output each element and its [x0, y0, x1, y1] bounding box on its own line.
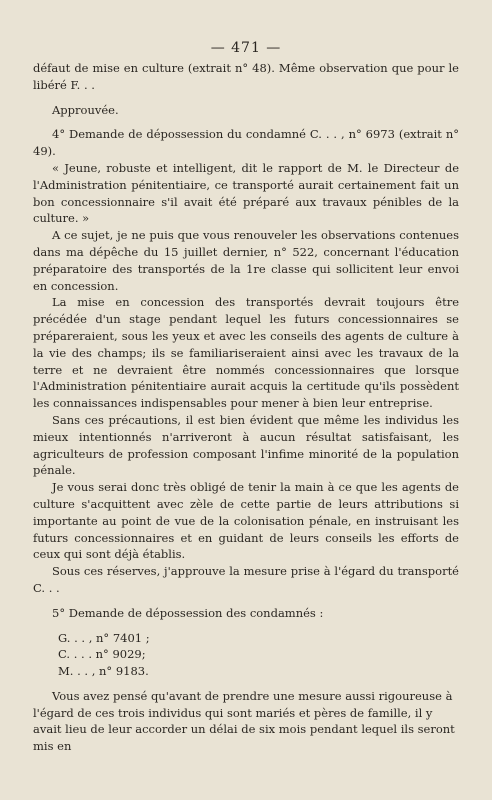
list-item: C. . . . n° 9029; [58, 647, 146, 662]
paragraph: Je vous serai donc très obligé de tenir la main à ce que les agents de culture s'acquittent avec zèle de cette partie de leurs attributions si importante au point de vue de la colonisation pénale, en instruisant les futurs concessionnaires et en guidant de leurs conseils les efforts de ceux qui sont déjà établis. [33, 480, 459, 562]
paragraph: défaut de mise en culture (extrait n° 48). Même observation que pour le libéré F. . . [33, 61, 459, 92]
paragraph: 5° Demande de dépossession des condamnés : [52, 605, 324, 620]
list-item: G. . . , n° 7401 ; [58, 630, 150, 645]
paragraph: La mise en concession des transportés devrait toujours être précédée d'un stage pendant lequel les futurs concessionnaires se prépareraient, sous les yeux et avec les conseils des agents de culture à la vie des champs; ils se familiariseraient ainsi avec les travaux de la terre et ne devraient être nommés concessionnaires que lorsque l'Administration pénitentiaire aurait acquis la certitude qu'ils possèdent les connaissances indispensables pour mener à bien leur entreprise. [33, 295, 459, 411]
page-number: — 471 — [210, 40, 282, 56]
paragraph: A ce sujet, je ne puis que vous renouveler les observations contenues dans ma dépêche du 15 juillet dernier, n° 522, concernant l'éducation préparatoire des transportés de la 1re classe qui sollicitent leur envoi en concession. [33, 228, 459, 293]
list-item: M. . . , n° 9183. [58, 664, 149, 679]
paragraph: Sans ces précautions, il est bien évident que même les individus les mieux intentionnés n'arriveront à aucun résultat satisfaisant, les agriculteurs de profession composant l'infime minorité de la population pénale. [33, 412, 459, 478]
paragraph: « Jeune, robuste et intelligent, dit le rapport de M. le Directeur de l'Administration pénitentiaire, ce transporté aurait certainement fait un bon concessionnaire s'il avait été préparé aux travaux pénibles de la culture. » [33, 160, 459, 226]
paragraph: Sous ces réserves, j'approuve la mesure prise à l'égard du transporté C. . . [33, 564, 459, 595]
paragraph: Approuvée. [52, 102, 119, 117]
page-body [33, 60, 459, 755]
paragraph: 4° Demande de dépossession du condamné C. . . , n° 6973 (extrait n° 49). [33, 127, 459, 159]
paragraph: Vous avez pensé qu'avant de prendre une mesure aussi rigoureuse à l'égard de ces trois individus qui sont mariés et pères de famille, il y avait lieu de leur accorder un délai de six mois pendant lequel ils seront mis en [33, 688, 455, 754]
